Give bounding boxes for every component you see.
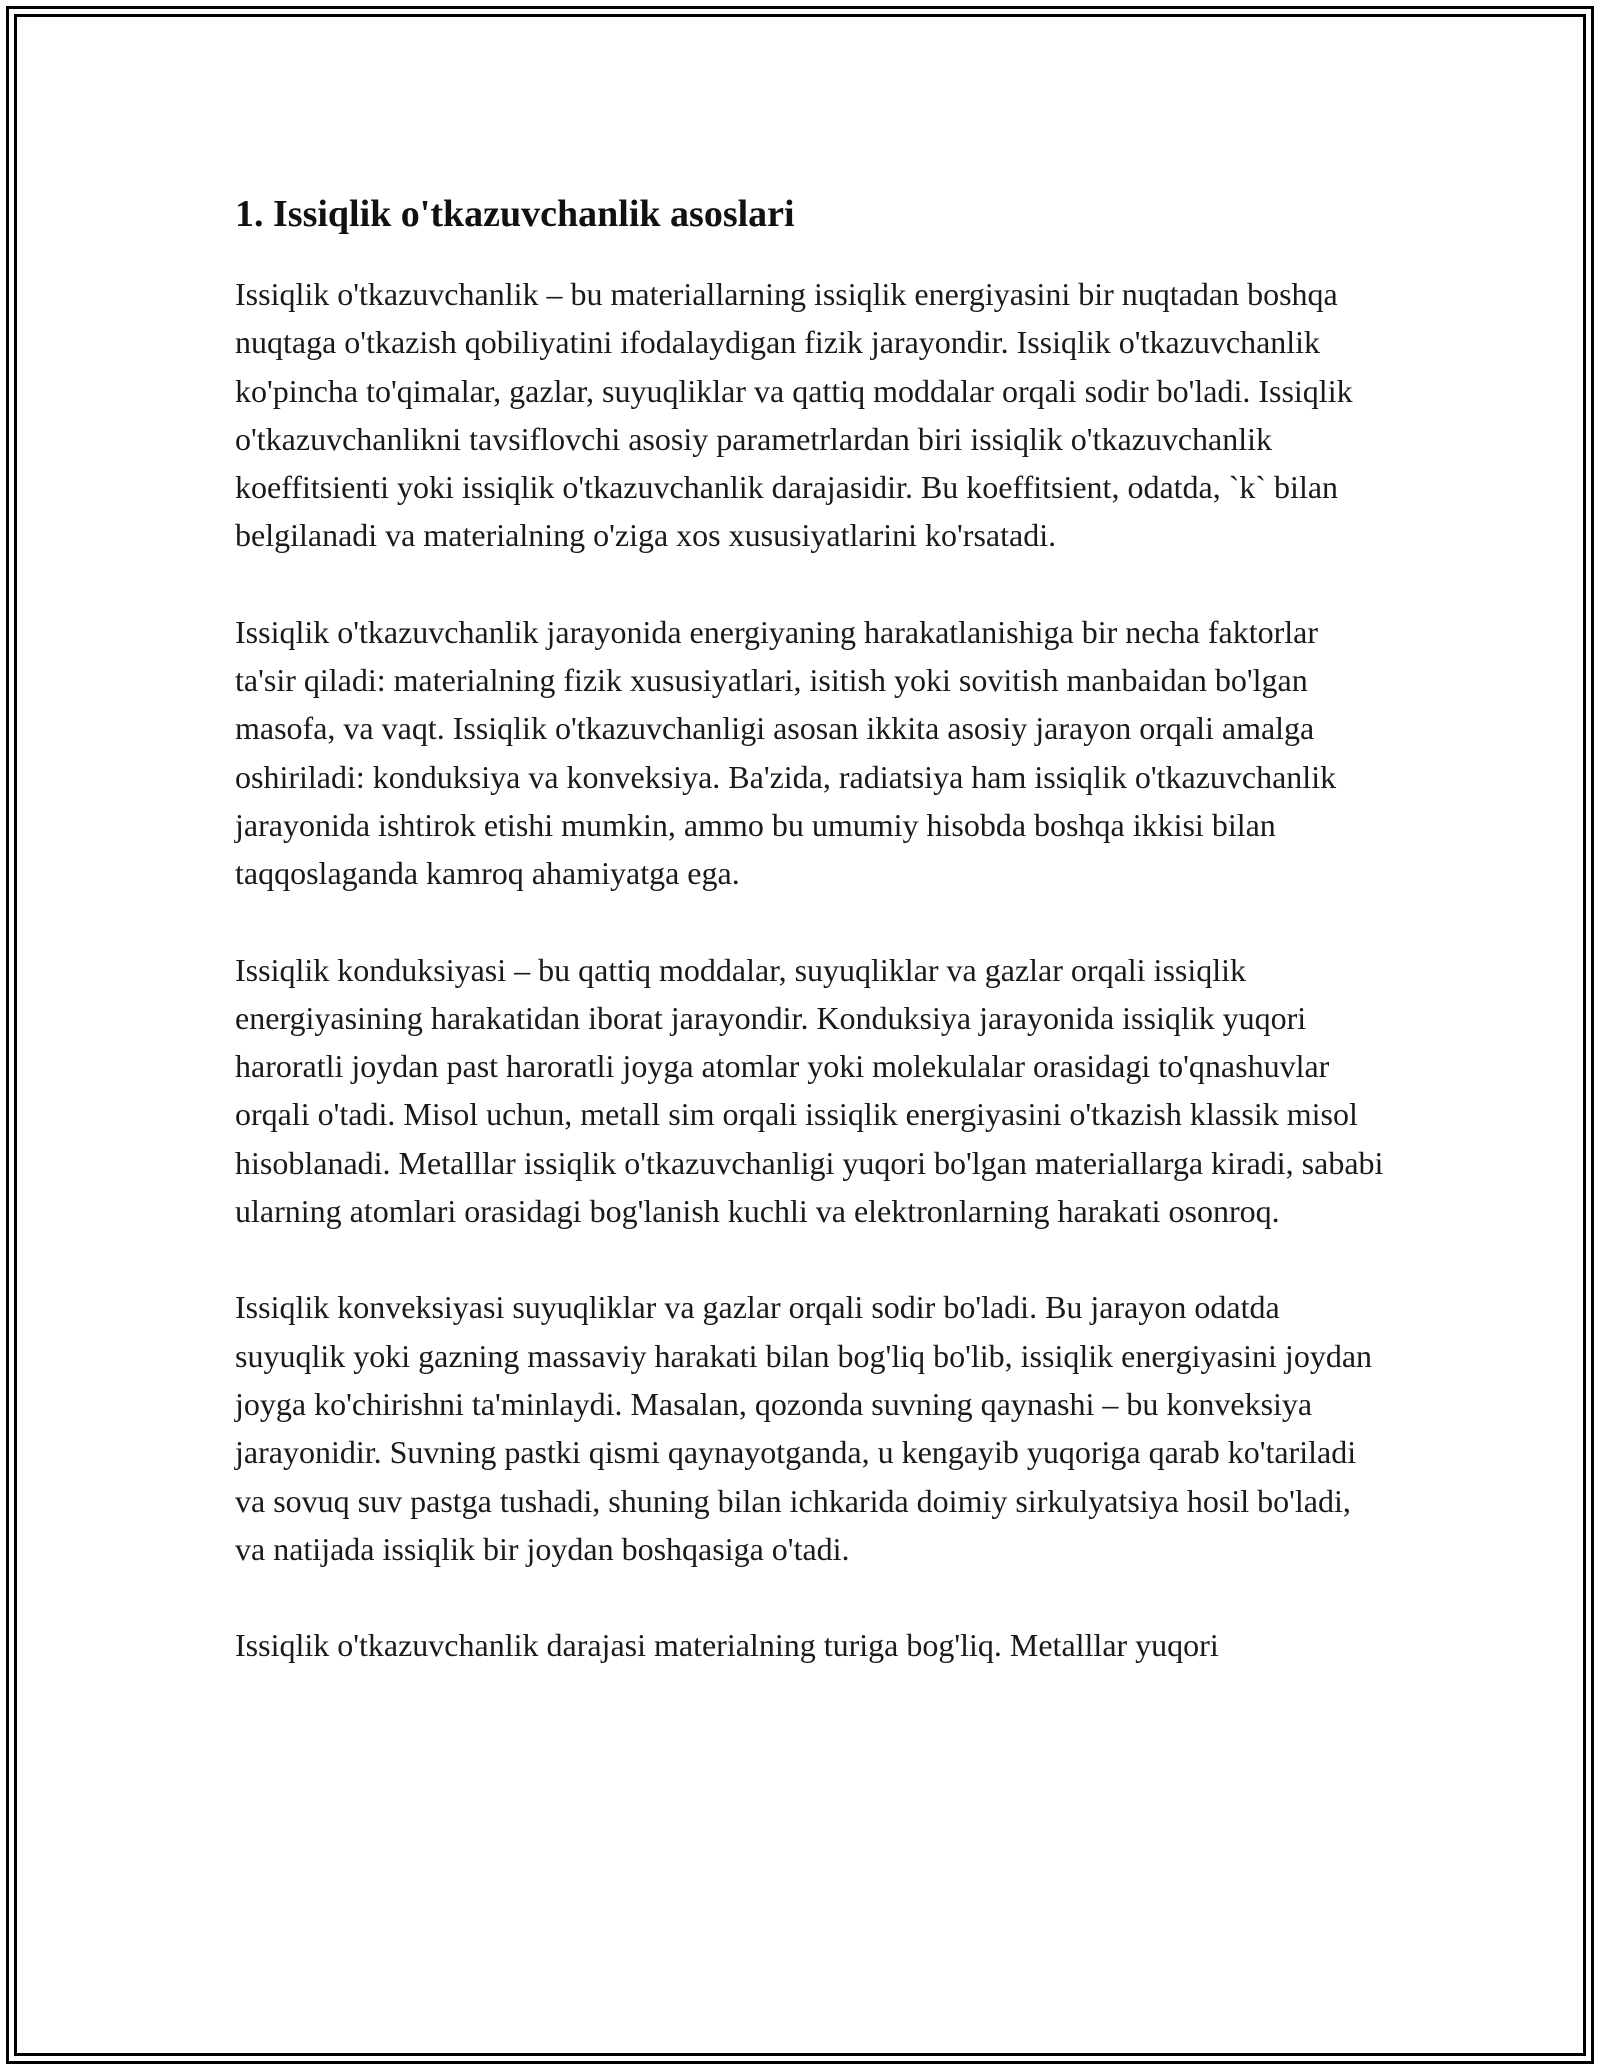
section-heading: 1. Issiqlik o'tkazuvchanlik asoslari: [235, 193, 795, 235]
document-body: [235, 186, 1385, 1717]
paragraph-convection: Issiqlik konveksiyasi suyuqliklar va gazlar orqali sodir bo'ladi. Bu jarayon odatda suyuqlik yoki gazning massaviy harakati bilan bog'liq bo'lib, issiqlik energiyasini joydan joyga ko'chirishni ta'minlaydi. Masalan, qozonda suvning qaynashi – bu konveksiya jarayonidir. Suvning pastki qismi qaynayotganda, u kengayib yuqoriga qarab ko'tariladi va sovuq suv pastga tushadi, shuning bilan ichkarida doimiy sirkulyatsiya hosil bo'ladi, va natijada issiqlik bir joydan boshqasiga o'tadi.: [235, 1289, 1373, 1567]
paragraph-materials: Issiqlik o'tkazuvchanlik darajasi materialning turiga bog'liq. Metalllar yuqori: [235, 1627, 1219, 1664]
paragraph-definition: Issiqlik o'tkazuvchanlik – bu materiallarning issiqlik energiyasini bir nuqtadan boshqa nuqtaga o'tkazish qobiliyatini ifodalaydigan fizik jarayondir. Issiqlik o'tkazuvchanlik ko'pincha to'qimalar, gazlar, suyuqliklar va qattiq moddalar orqali sodir bo'ladi. Issiqlik o'tkazuvchanlikni tavsiflovchi asosiy parametrlardan biri issiqlik o'tkazuvchanlik koeffitsienti yoki issiqlik o'tkazuvchanlik darajasidir. Bu koeffitsient, odatda, `k` bilan belgilanadi va materialning o'ziga xos xususiyatlarini ko'rsatadi.: [235, 276, 1353, 554]
paragraph-conduction: Issiqlik konduksiyasi – bu qattiq moddalar, suyuqliklar va gazlar orqali issiqlik energiyasining harakatidan iborat jarayondir. Konduksiya jarayonida issiqlik yuqori haroratli joydan past haroratli joyga atomlar yoki molekulalar orasidagi to'qnashuvlar orqali o'tadi. Misol uchun, metall sim orqali issiqlik energiyasini o'tkazish klassik misol hisoblanadi. Metalllar issiqlik o'tkazuvchanligi yuqori bo'lgan materiallarga kiradi, sababi ularning atomlari orasidagi bog'lanish kuchli va elektronlarning harakati osonroq.: [235, 951, 1384, 1230]
paragraph-factors: Issiqlik o'tkazuvchanlik jarayonida energiyaning harakatlanishiga bir necha faktorlar ta'sir qiladi: materialning fizik xususiyatlari, isitish yoki sovitish manbaidan bo'lgan masofa, va vaqt. Issiqlik o'tkazuvchanligi asosan ikkita asosiy jarayon orqali amalga oshiriladi: konduksiya va konveksiya. Ba'zida, radiatsiya ham issiqlik o'tkazuvchanlik jarayonida ishtirok etishi mumkin, ammo bu umumiy hisobda boshqa ikkisi bilan taqqoslaganda kamroq ahamiyatga ega.: [235, 613, 1337, 892]
